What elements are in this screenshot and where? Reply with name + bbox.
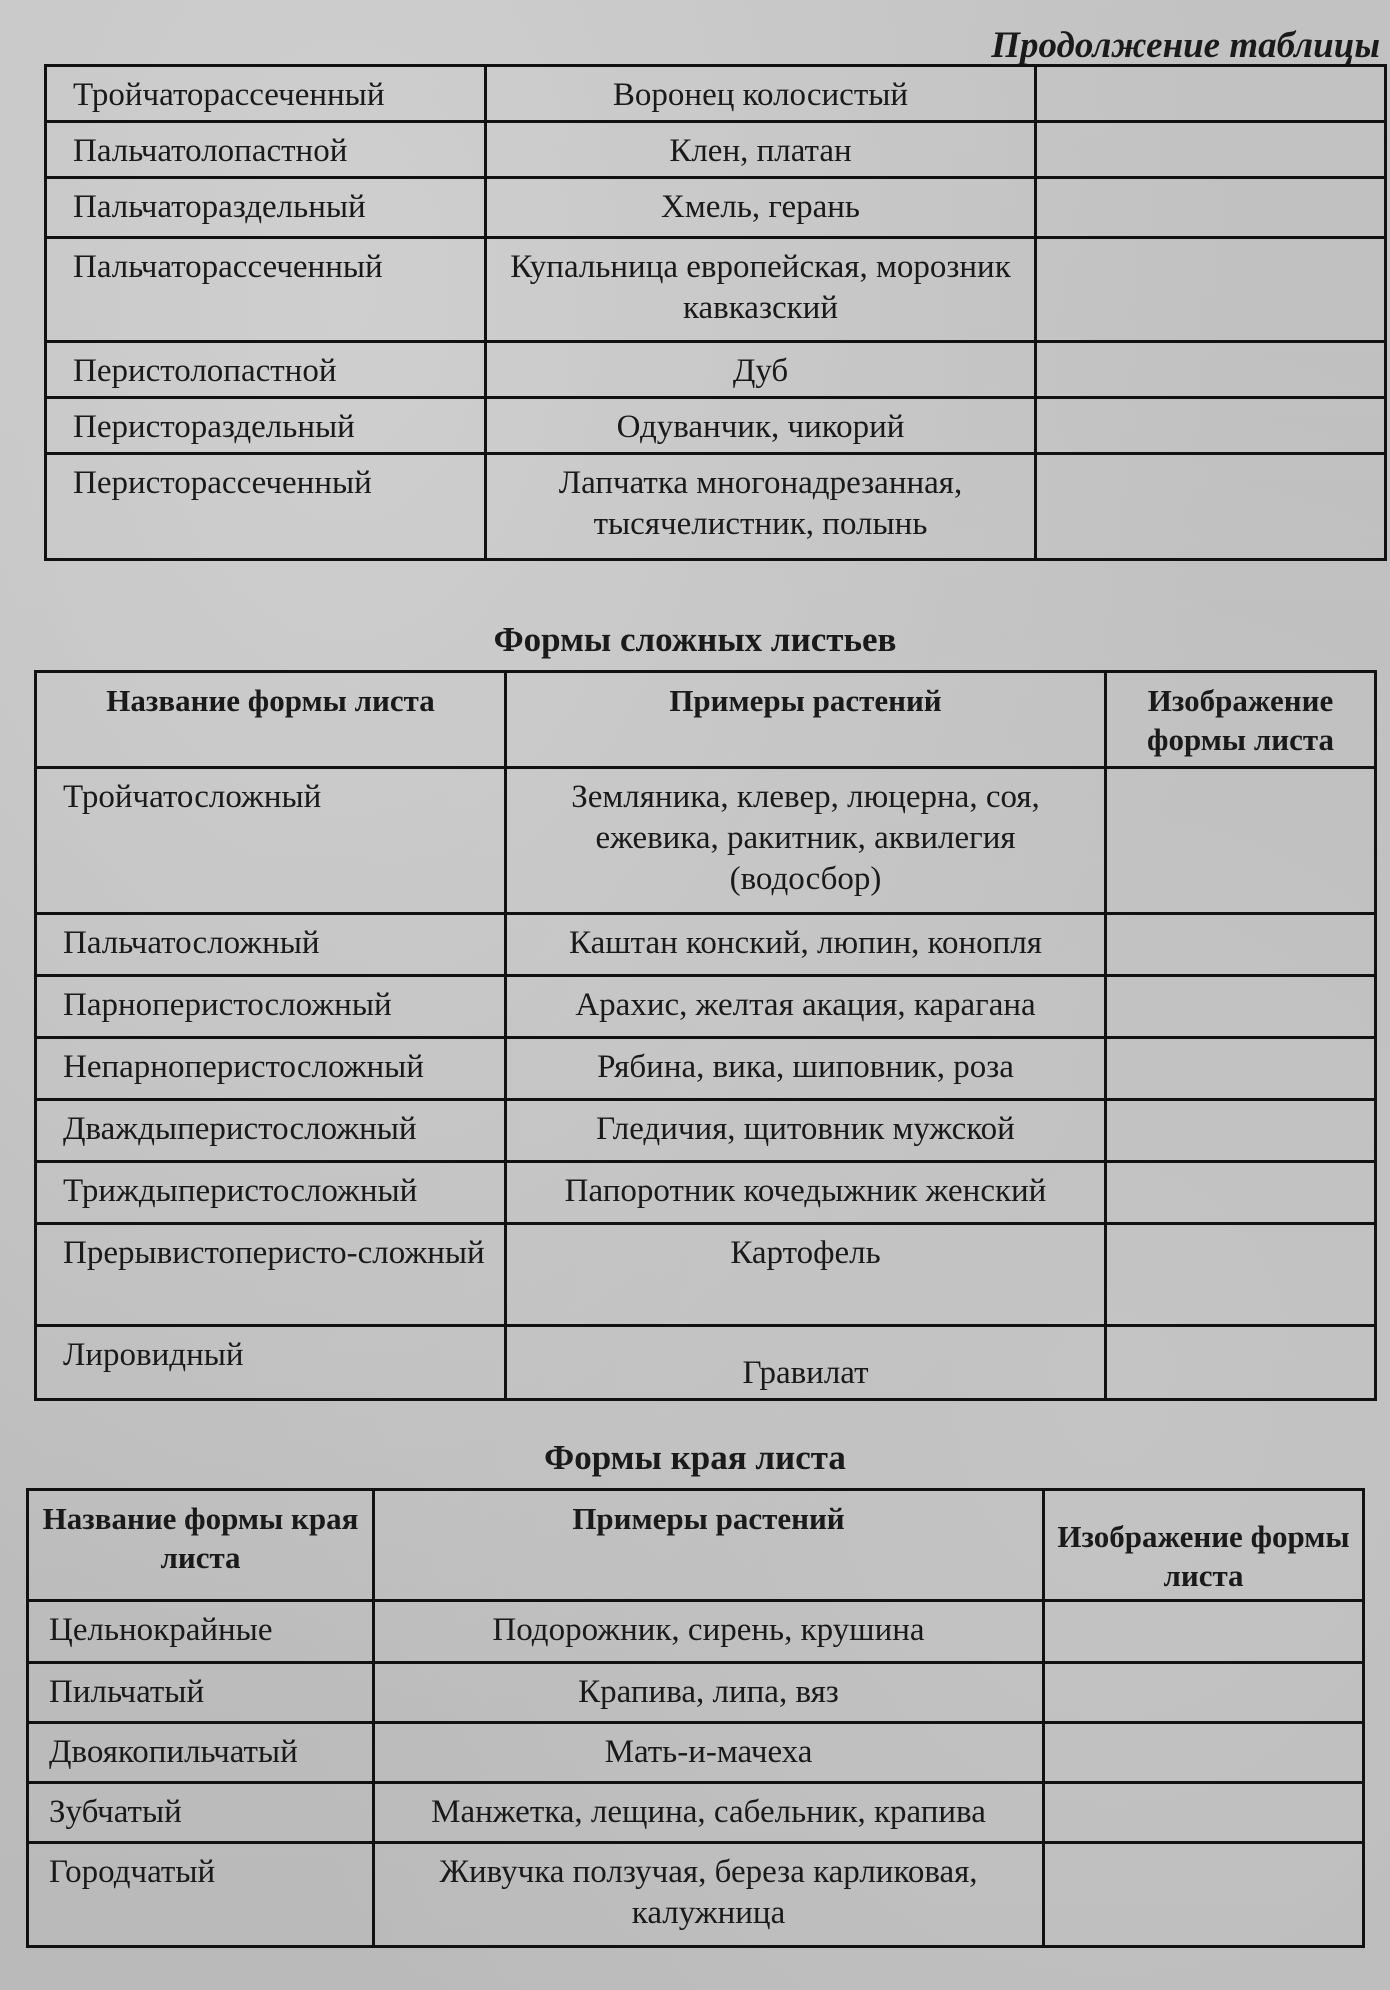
table-row [36, 1038, 1376, 1100]
leaf-image-cell [1036, 66, 1386, 122]
table-row [46, 454, 1386, 560]
plant-examples: Подорожник, сирень, крушина [374, 1601, 1044, 1663]
leaf-image-cell [1044, 1663, 1364, 1723]
table-row [46, 122, 1386, 178]
leaf-form-name: Тройчатосложный [36, 768, 506, 914]
table-row [46, 66, 1386, 122]
leaf-form-name: Дваждыперистосложный [36, 1100, 506, 1162]
leaf-form-name: Пальчаторассеченный [46, 238, 486, 342]
table-row [36, 768, 1376, 914]
margin-form-name: Городчатый [28, 1843, 374, 1947]
leaf-image-cell [1106, 1038, 1376, 1100]
leaf-form-name: Триждыперистосложный [36, 1162, 506, 1224]
leaf-image-cell [1036, 238, 1386, 342]
table-row [36, 1162, 1376, 1224]
leaf-form-name: Пальчатораздельный [46, 178, 486, 238]
leaf-form-name: Тройчаторассеченный [46, 66, 486, 122]
column-header-image: Изображение формы листа [1106, 672, 1376, 768]
plant-examples: Картофель [506, 1224, 1106, 1326]
plant-examples: Мать-и-мачеха [374, 1723, 1044, 1783]
leaf-form-name: Лировидный [36, 1326, 506, 1400]
plant-examples: Одуванчик, чикорий [486, 398, 1036, 454]
continuation-label: Продолжение таблицы [991, 25, 1380, 66]
plant-examples: Папоротник кочедыжник женский [506, 1162, 1106, 1224]
plant-examples: Манжетка, лещина, сабельник, крапива [374, 1783, 1044, 1843]
leaf-image-cell [1106, 1224, 1376, 1326]
table-row [28, 1601, 1364, 1663]
column-header-examples: Примеры растений [506, 672, 1106, 768]
plant-examples: Гледичия, щитовник мужской [506, 1100, 1106, 1162]
table-header-row [28, 1490, 1364, 1601]
leaf-form-name: Пальчатосложный [36, 914, 506, 976]
plant-examples: Крапива, липа, вяз [374, 1663, 1044, 1723]
plant-examples: Дуб [486, 342, 1036, 398]
plant-examples: Земляника, клевер, люцерна, соя, ежевика, ракитник, аквилегия (водосбор) [506, 768, 1106, 914]
column-header-image: Изображение формы листа [1044, 1490, 1364, 1601]
plant-examples: Хмель, герань [486, 178, 1036, 238]
table-row [28, 1723, 1364, 1783]
compound-leaf-table [34, 670, 1377, 1401]
leaf-form-name: Непарноперистосложный [36, 1038, 506, 1100]
plant-examples: Гравилат [506, 1326, 1106, 1400]
leaf-image-cell [1044, 1843, 1364, 1947]
leaf-image-cell [1036, 342, 1386, 398]
leaf-image-cell [1036, 398, 1386, 454]
leaf-image-cell [1106, 1162, 1376, 1224]
table-row [28, 1663, 1364, 1723]
leaf-margin-table [26, 1488, 1365, 1948]
table-row [36, 1100, 1376, 1162]
column-header-name: Название формы листа [36, 672, 506, 768]
leaf-image-cell [1036, 122, 1386, 178]
leaf-image-cell [1036, 454, 1386, 560]
plant-examples: Каштан конский, люпин, конопля [506, 914, 1106, 976]
plant-examples: Воронец колосистый [486, 66, 1036, 122]
plant-examples: Живучка ползучая, береза карликовая, калужница [374, 1843, 1044, 1947]
table-row [36, 1326, 1376, 1400]
leaf-form-name: Пальчатолопастной [46, 122, 486, 178]
column-header-name: Название формы края листа [28, 1490, 374, 1601]
compound-leaves-title: Формы сложных листьев [493, 620, 897, 659]
margin-form-name: Зубчатый [28, 1783, 374, 1843]
leaf-image-cell [1106, 976, 1376, 1038]
leaf-form-name: Перистолопастной [46, 342, 486, 398]
table-row [36, 976, 1376, 1038]
leaf-image-cell [1106, 914, 1376, 976]
table-row [36, 1224, 1376, 1326]
margin-form-name: Цельнокрайные [28, 1601, 374, 1663]
table-row [28, 1783, 1364, 1843]
leaf-image-cell [1044, 1723, 1364, 1783]
table-row [36, 914, 1376, 976]
leaf-form-name: Парноперистосложный [36, 976, 506, 1038]
leaf-image-cell [1036, 178, 1386, 238]
margin-form-name: Двоякопильчатый [28, 1723, 374, 1783]
table-row [46, 342, 1386, 398]
column-header-examples: Примеры растений [374, 1490, 1044, 1601]
plant-examples: Лапчатка многонадрезанная, тысячелистник, полынь [486, 454, 1036, 560]
plant-examples: Клен, платан [486, 122, 1036, 178]
plant-examples: Рябина, вика, шиповник, роза [506, 1038, 1106, 1100]
table-row [46, 178, 1386, 238]
leaf-form-name: Прерывистоперисто-сложный [36, 1224, 506, 1326]
simple-leaf-table [44, 64, 1387, 561]
leaf-image-cell [1106, 768, 1376, 914]
leaf-form-name: Перистораздельный [46, 398, 486, 454]
table-row [46, 238, 1386, 342]
leaf-image-cell [1044, 1783, 1364, 1843]
margin-form-name: Пильчатый [28, 1663, 374, 1723]
table-row [28, 1843, 1364, 1947]
table-row [46, 398, 1386, 454]
leaf-image-cell [1106, 1326, 1376, 1400]
table-header-row [36, 672, 1376, 768]
leaf-form-name: Перисторассеченный [46, 454, 486, 560]
plant-examples: Купальница европейская, морозник кавказский [486, 238, 1036, 342]
leaf-margin-title: Формы края листа [544, 1438, 846, 1477]
leaf-image-cell [1106, 1100, 1376, 1162]
leaf-image-cell [1044, 1601, 1364, 1663]
plant-examples: Арахис, желтая акация, карагана [506, 976, 1106, 1038]
